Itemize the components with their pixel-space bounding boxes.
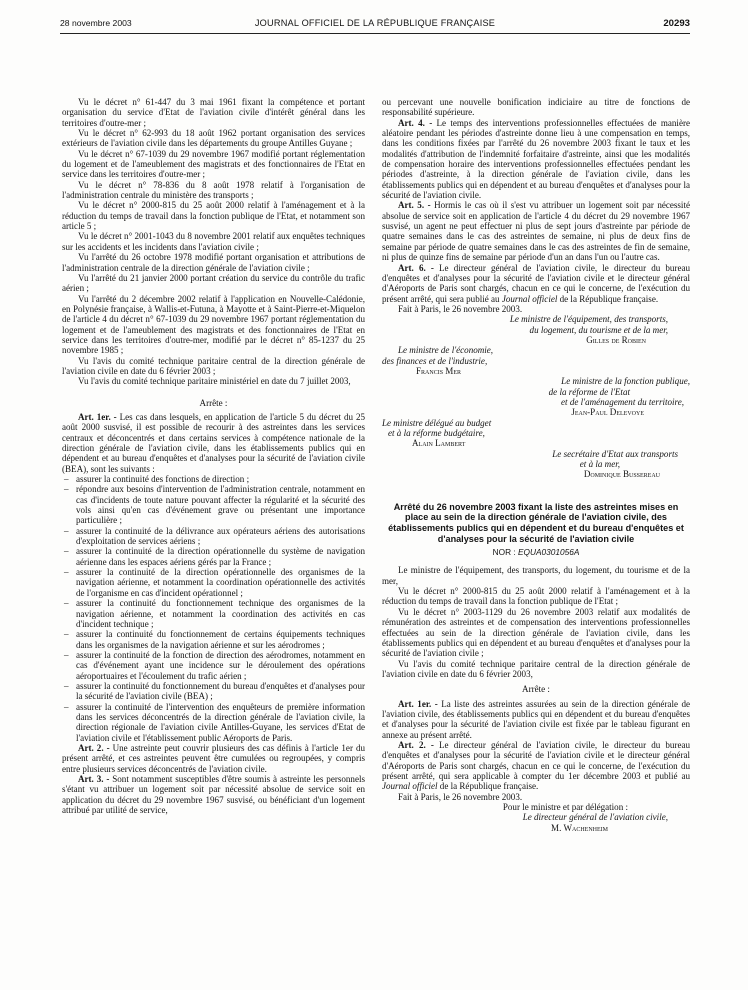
visa-item: Vu le décret n° 2000-815 du 25 août 2000 relatif à l'aménagement et à la réduction du temps de travail dans la fonction publique de l'Etat, et notamment son article 5 ; bbox=[62, 200, 365, 232]
header-rule bbox=[60, 33, 690, 34]
signatory-3-title-line-1: Le ministre de la fonction publique, bbox=[561, 376, 690, 387]
article-2-text: Une astreinte peut couvrir plusieurs des cas définis à l'article 1er du présent arrêté, et ces astreintes peuvent être cumulées ou regroupées, y compris entre plusieurs services déconcentrés de l'aviation civile. bbox=[62, 742, 365, 774]
decree-2-signature-block bbox=[382, 802, 690, 833]
visa-item: Vu le décret n° 78-836 du 8 août 1978 relatif à l'organisation de l'administration centrale du ministère des transports ; bbox=[62, 179, 365, 201]
astreinte-case-item: – assurer la continuité du fonctionnement de certains équipements techniques dans les organismes de la navigation aérienne et sur les aérodromes ; bbox=[62, 629, 365, 650]
signature-date: Fait à Paris, le 26 novembre 2003. bbox=[398, 303, 523, 314]
decree-2-signatory-name: M. Wachenheim bbox=[551, 822, 608, 833]
signatory-4-title-line-1: Le ministre délégué au budget bbox=[382, 417, 492, 428]
decree-2-article-1-label: Art. 1er. - bbox=[398, 698, 438, 709]
nor-label: NOR : bbox=[492, 547, 516, 558]
astreinte-case-item: – assurer la continuité de la direction opérationnelle du système de navigation aérienne dans les espaces aériens gérés par la France ; bbox=[62, 546, 365, 567]
decree-2-article-2 bbox=[382, 740, 690, 792]
arrete-heading: Arrête : bbox=[199, 397, 228, 408]
right-column bbox=[382, 97, 690, 833]
nor-code: EQUA0301056A bbox=[518, 547, 580, 558]
article-1-label: Art. 1er. - bbox=[78, 411, 117, 422]
article-2 bbox=[62, 743, 365, 774]
article-3-text: Sont notamment susceptibles d'être soumis à astreinte les personnels s'étant vu attribuer un logement soit par nécessité absolue de service soit en application du décret du 29 novembre 1967 susvisé, ou bénéficiant d'un logement attribué par utilité de service, bbox=[62, 774, 365, 816]
article-3-label: Art. 3. - bbox=[78, 774, 110, 784]
header-page-number: 20293 bbox=[663, 18, 690, 29]
decree-2-intro: Le ministre de l'équipement, des transports, du logement, du tourisme et de la mer, bbox=[382, 565, 690, 586]
astreinte-case-item: – assurer la continuité de l'intervention des enquêteurs de première information dans les services déconcentrés de la direction générale de l'aviation civile, la direction régionale de l'aviation civile Antilles-Guyane, les services d'Etat de l'aviation civile et l'établissement public Aéroports de Paris. bbox=[62, 702, 365, 743]
signatory-3-name: Jean-Paul Delevoye bbox=[571, 407, 644, 418]
visa-list bbox=[62, 97, 365, 387]
signatory-2-title-line-1: Le ministre de l'économie, bbox=[398, 345, 494, 356]
signatory-1-title-line-1: Le ministre de l'équipement, des transports, bbox=[509, 314, 668, 325]
page-header bbox=[60, 18, 690, 32]
astreinte-case-item: – assurer la continuité du fonctionnement du bureau d'enquêtes et d'analyses pour la sécurité de l'aviation civile (BEA) ; bbox=[62, 681, 365, 702]
signatory-2-title-line-2: des finances et de l'industrie, bbox=[382, 355, 488, 366]
signatory-5-name: Dominique Bussereau bbox=[583, 469, 660, 480]
decree-2-article-2-text-b: de la République française. bbox=[439, 781, 539, 792]
decree-2-journal-officiel-ref: Journal officiel bbox=[382, 781, 438, 792]
decree-2-article-1 bbox=[382, 699, 690, 740]
visa-item: Vu le décret n° 61-447 du 3 mai 1961 fixant la compétence et portant organisation du service d'Etat de l'aviation civile d'intérêt général dans les territoires d'outre-mer ; bbox=[62, 97, 365, 128]
article-1-text: Les cas dans lesquels, en application de l'article 5 du décret du 25 août 2000 susvisé, il est possible de recourir à des astreintes dans les services centraux et déconcentrés et dans certains services à compétence nationale de la direction générale de l'aviation civile, dans les établissements publics qui en dépendent et au bureau d'enquêtes et d'analyses pour la sécurité de l'aviation civile (BEA), sont les suivants : bbox=[62, 411, 365, 474]
left-column bbox=[62, 97, 365, 815]
article-6-label: Art. 6. - bbox=[398, 262, 434, 273]
decree-2-visa-list bbox=[382, 586, 690, 679]
decree-2-visa-item: Vu l'avis du comité technique paritaire central de la direction générale de l'aviation civile en date du 6 février 2003, bbox=[382, 658, 690, 679]
signature-block-1 bbox=[382, 314, 690, 345]
decree-2-delegation-line: Pour le ministre et par délégation : bbox=[502, 802, 628, 812]
astreinte-case-item: – assurer la continuité des fonctions de direction ; bbox=[62, 474, 365, 484]
visa-item: Vu l'avis du comité technique paritaire ministériel en date du 7 juillet 2003, bbox=[78, 376, 351, 387]
article-6-text-a: Le directeur général de l'aviation civile, le directeur du bureau d'enquêtes et d'analyses pour la sécurité de l'aviation civile et le directeur général d'Aéroports de Paris sont chargés, chacun en ce qui le concerne, de l'exécution du présent arrêté, qui sera publié au bbox=[382, 262, 691, 304]
astreinte-case-item: – assurer la continuité de la direction opérationnelle des organismes de la navigation aérienne, et notamment la coordination opérationnelle des activités de l'organisme en cas d'incident opérationnel ; bbox=[62, 567, 365, 598]
visa-item: Vu l'avis du comité technique paritaire central de la direction générale de l'aviation civile en date du 6 février 2003 ; bbox=[62, 355, 365, 376]
signatory-1-name: Gilles de Robien bbox=[586, 334, 646, 345]
astreinte-cases-list bbox=[62, 474, 365, 743]
signature-block-2 bbox=[382, 345, 690, 376]
article-4-label: Art. 4. - bbox=[398, 117, 433, 128]
signatory-4-name: Alain Lambert bbox=[412, 438, 466, 449]
astreinte-case-item: – assurer la continuité de la fonction de direction des aérodromes, notamment en cas d'événement ayant une incidence sur le déroulement des opérations aéroportuaires et l'écoulement du trafic aérien ; bbox=[62, 650, 365, 681]
signature-block-5 bbox=[382, 449, 690, 480]
visa-item: Vu l'arrêté du 26 octobre 1978 modifié portant organisation et attributions de l'administration centrale de la direction générale de l'aviation civile ; bbox=[62, 252, 365, 273]
header-date: 28 novembre 2003 bbox=[60, 18, 132, 28]
article-6 bbox=[382, 263, 690, 304]
nor-reference bbox=[382, 547, 690, 557]
signatory-1-title-line-2: du logement, du tourisme et de la mer, bbox=[529, 324, 668, 335]
article-5-text: Hormis le cas où il s'est vu attribuer un logement soit par nécessité absolue de service soit en application de l'article 4 du décret du 29 novembre 1967 susvisé, un agent ne peut effectuer ni plus de sept jours d'astreinte par période de quatre semaines dans le cas des astreintes de semaine, ni plus de deux fins de semaine par période de quatre semaines dans le cas des astreintes de fin de semaine, ni plus de quinze fins de semaine par période d'un an dans l'un ou l'autre cas. bbox=[382, 200, 690, 263]
astreinte-case-item: – assurer la continuité de la délivrance aux opérateurs aériens des autorisations d'exploitation de services aériens ; bbox=[62, 526, 365, 547]
visa-item: Vu le décret n° 67-1039 du 29 novembre 1967 modifié portant réglementation du logement et de l'ameublement des magistrats et des fonctionnaires de l'Etat en service dans les territoires d'outre-mer ; bbox=[62, 148, 365, 180]
astreinte-case-item: – répondre aux besoins d'intervention de l'administration centrale, notamment en cas d'incidents de toute nature pouvant affecter la régularité et la sécurité des vols ainsi qu'en cas d'événement grave ou présentant une importance particulière ; bbox=[62, 484, 365, 525]
astreinte-case-item: – assurer la continuité du fonctionnement technique des organismes de la navigation aérienne, et notamment la coordination des activités en cas d'incident technique ; bbox=[62, 598, 365, 629]
decree-2-title: Arrêté du 26 novembre 2003 fixant la liste des astreintes mises en place au sein de la direction générale de l'aviation civile, des établissements publics qui en dépendent et du bureau d'enquêtes et d'analyses pour la sécurité de l'aviation civile bbox=[388, 501, 684, 544]
article-4-text: Le temps des interventions professionnelles effectuées de manière aléatoire pendant les périodes d'astreinte donne lieu à une compensation en temps, dans les conditions fixées par l'arrêté du 26 novembre 2003 fixant le taux et les modalités d'attribution de l'indemnité forfaitaire d'astreinte, ainsi que les modalités de compensation horaire des interventions professionnelles effectuées pendant les périodes d'astreinte, à la direction générale de l'aviation civile, dans les établissements publics qui en dépendent et au bureau d'enquêtes et d'analyses pour la sécurité de l'aviation civile. bbox=[382, 117, 690, 201]
journal-officiel-ref: Journal officiel bbox=[501, 293, 558, 304]
signatory-5-title-line-1: Le secrétaire d'Etat aux transports bbox=[552, 448, 678, 459]
decree-2-visa-item: Vu le décret n° 2000-815 du 25 août 2000 relatif à l'aménagement et à la réduction du temps de travail dans la fonction publique de l'Etat ; bbox=[382, 586, 690, 607]
decree-2-article-1-text: La liste des astreintes assurées au sein de la direction générale de l'aviation civile, des établissements publics qui en dépendent et du bureau d'enquêtes et d'analyses pour la sécurité de l'aviation civile est fixée par le tableau figurant en annexe au présent arrêté. bbox=[382, 698, 690, 740]
article-1 bbox=[62, 412, 365, 474]
signatory-4-title-line-2: et à la réforme budgétaire, bbox=[388, 428, 485, 438]
decree-2-article-2-label: Art. 2. - bbox=[398, 739, 434, 750]
visa-item: Vu le décret n° 62-993 du 18 août 1962 portant organisation des services extérieurs de l'aviation civile dans les départements du groupe Antilles Guyane ; bbox=[62, 128, 365, 149]
visa-item: Vu le décret n° 2001-1043 du 8 novembre 2001 relatif aux enquêtes techniques sur les accidents et les incidents dans l'aviation civile ; bbox=[62, 231, 365, 252]
decree-2-arrete-heading: Arrête : bbox=[522, 684, 550, 695]
visa-item: Vu l'arrêté du 21 janvier 2000 portant création du service du contrôle du trafic aérien ; bbox=[62, 272, 365, 294]
decree-2-signatory-title: Le directeur général de l'aviation civile, bbox=[522, 812, 668, 823]
signatory-2-name: Francis Mer bbox=[416, 365, 462, 376]
article-3 bbox=[62, 774, 365, 815]
decree-2-signature-date: Fait à Paris, le 26 novembre 2003. bbox=[398, 791, 523, 802]
signatory-5-title-line-2: et à la mer, bbox=[579, 459, 620, 470]
article-4 bbox=[382, 118, 690, 201]
signatory-3-title-line-2: de la réforme de l'Etat bbox=[548, 386, 630, 397]
article-5 bbox=[382, 200, 690, 262]
article-2-label: Art. 2. - bbox=[78, 742, 110, 753]
article-6-text-b: de la République française. bbox=[559, 293, 659, 304]
decree-2-visa-item: Vu le décret n° 2003-1129 du 26 novembre 2003 relatif aux modalités de rémunération des astreintes et de compensation des interventions professionnelles effectuées au sein de la direction générale de l'aviation civile, dans les établissements publics qui en dépendent et au bureau d'enquêtes et d'analyses pour la sécurité de l'aviation civile ; bbox=[382, 606, 690, 659]
decree-2-article-2-text-a: Le directeur général de l'aviation civile, le directeur du bureau d'enquêtes et d'analyses pour la sécurité de l'aviation civile et le directeur général d'Aéroports de Paris sont chargés, chacun en ce qui le concerne, de l'exécution du présent arrêté, qui sera applicable à compter du 1er décembre 2003 et publié au bbox=[382, 739, 691, 781]
header-journal-title: JOURNAL OFFICIEL DE LA RÉPUBLIQUE FRANÇAISE bbox=[254, 18, 496, 28]
signatory-3-title-line-3: et de l'aménagement du territoire, bbox=[561, 396, 684, 407]
visa-item: Vu l'arrêté du 2 décembre 2002 relatif à l'application en Nouvelle-Calédonie, en Polynésie française, à Wallis-et-Futuna, à Mayotte et à Saint-Pierre-et-Miquelon de l'article 4 du décret n° 67-1039 du 29 novembre 1967 portant réglementation du logement et de l'ameublement des magistrats et des fonctionnaires de l'Etat en service dans les territoires d'outre-mer, modifié par le décret n° 85-1237 du 25 novembre 1985 ; bbox=[62, 293, 365, 356]
signature-block-3 bbox=[382, 376, 690, 417]
article-5-label: Art. 5. - bbox=[398, 200, 431, 211]
article-3-continuation: ou percevant une nouvelle bonification indiciaire au titre de fonctions de responsabilité supérieure. bbox=[382, 97, 690, 118]
signature-block-4 bbox=[382, 418, 690, 449]
